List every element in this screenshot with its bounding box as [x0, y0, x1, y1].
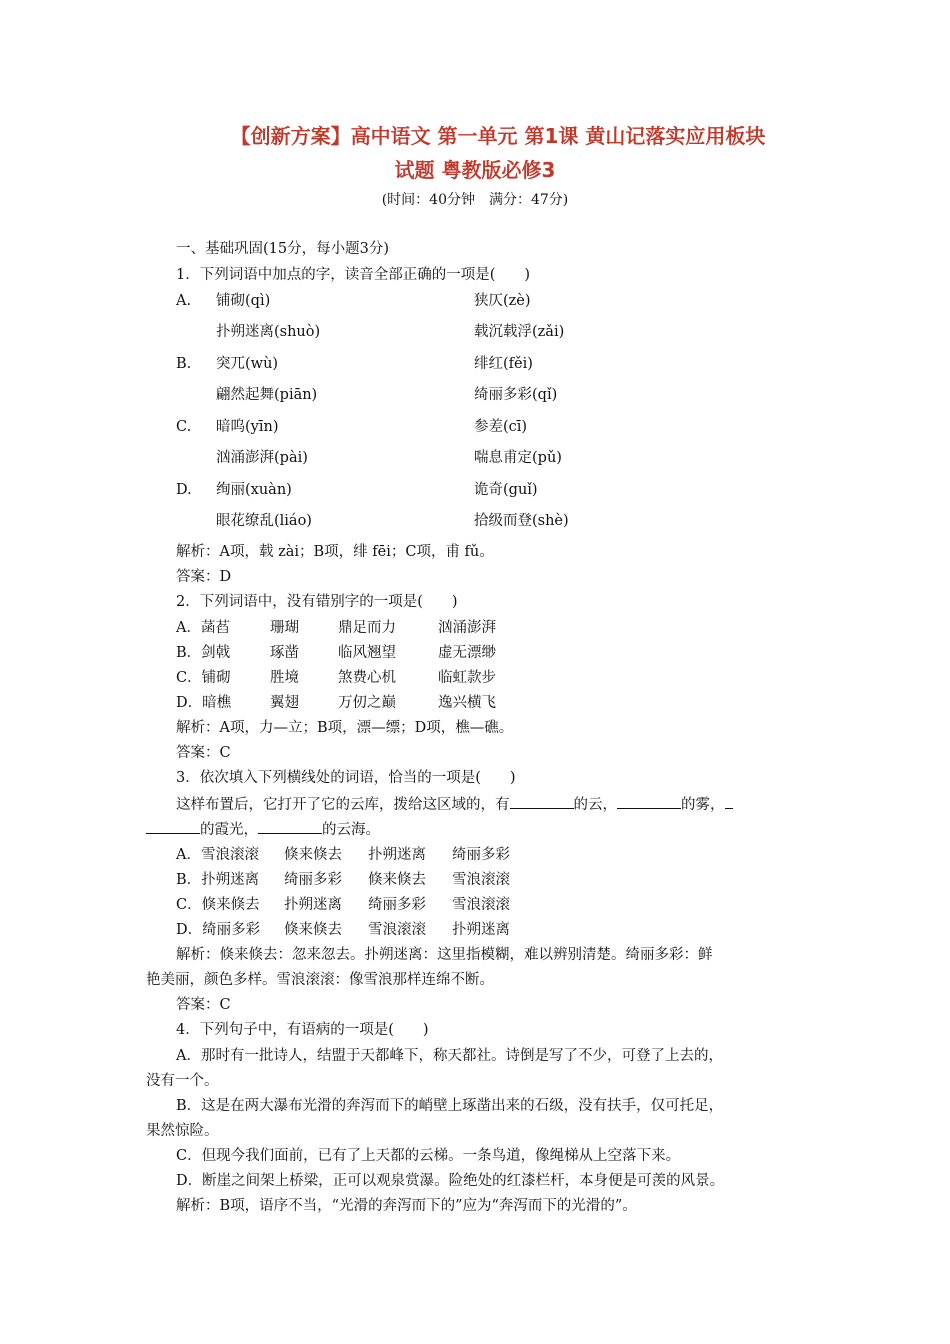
- q3-passage-line2: [146, 819, 380, 841]
- q3-option-d-w4: 扑朔迷离: [452, 922, 510, 938]
- q1-option-b-item4: 绮丽多彩(qǐ): [474, 387, 558, 403]
- q3-option-d-w2: 倏来倏去: [284, 922, 342, 938]
- q3-option-b-w2: 绮丽多彩: [284, 872, 342, 888]
- q3-option-a: [176, 844, 510, 866]
- q2-option-a-w2: 珊瑚: [270, 620, 299, 636]
- document-title-line1: 【创新方案】高中语文 第一单元 第1课 黄山记落实应用板块: [230, 124, 766, 148]
- q1-option-b-item1: 突兀(wù): [216, 356, 279, 372]
- q3-analysis-line2: 艳美丽，颜色多样。雪浪滚滚：像雪浪那样连绵不断。: [146, 972, 494, 988]
- q2-analysis: 解析：A项，力—立；B项，漂—缥；D项，樵—礁。: [176, 720, 514, 736]
- q3-option-b-w4: 雪浪滚滚: [452, 872, 510, 888]
- q2-option-a: [176, 617, 496, 639]
- q1-option-d-item1: 绚丽(xuàn): [216, 482, 292, 498]
- q1-option-d-item2: 诡奇(guǐ): [474, 482, 538, 498]
- q4-option-c: C．但现今我们面前，已有了上天都的云梯。一条鸟道，像绳梯从上空落下来。: [176, 1148, 681, 1164]
- q1-option-c-item3: 汹涌澎湃(pài): [216, 450, 308, 466]
- q1-answer: 答案：D: [176, 569, 232, 585]
- q3-option-c-w3: 绮丽多彩: [368, 897, 426, 913]
- q3-text-d: 的霞光，: [200, 822, 258, 838]
- q3-blank-2: [617, 794, 681, 809]
- q1-option-d-label: D.: [176, 482, 192, 498]
- q2-option-c-w4: 临虹款步: [438, 670, 496, 686]
- q3-analysis-line1: 解析：倏来倏去：忽来忽去。扑朔迷离：这里指模糊，难以辨别清楚。绮丽多彩：鲜: [176, 947, 713, 963]
- q1-stem: 1．下列词语中加点的字，读音全部正确的一项是( ): [176, 267, 531, 283]
- q3-option-b-w1: B．扑朔迷离: [176, 872, 260, 888]
- section-heading: 一、基础巩固(15分，每小题3分): [176, 241, 389, 257]
- q2-option-b-w3: 临风翘望: [338, 645, 396, 661]
- q4-option-d: D．断崖之间架上桥梁，正可以观泉赏瀑。险绝处的红漆栏杆，本身便是可羡的风景。: [176, 1173, 725, 1189]
- q2-option-c-w1: C．铺砌: [176, 670, 231, 686]
- q4-option-a-line2: 没有一个。: [146, 1073, 219, 1089]
- q1-option-d-item4: 拾级而登(shè): [474, 513, 569, 529]
- q3-option-c-w4: 雪浪滚滚: [452, 897, 510, 913]
- q1-option-a-item2: 狭仄(zè): [474, 293, 531, 309]
- q3-text-e: 的云海。: [322, 822, 380, 838]
- q1-option-c-label: C.: [176, 419, 192, 435]
- q1-option-a-item4: 载沉载浮(zǎi): [474, 324, 565, 340]
- q2-option-b: [176, 642, 496, 664]
- q3-text-b: 的云，: [573, 797, 617, 813]
- q2-option-b-w4: 虚无漂缈: [438, 645, 496, 661]
- q3-blank-4: [258, 819, 322, 834]
- q4-analysis: 解析：B项，语序不当，“光滑的奔泻而下的”应为“奔泻而下的光滑的”。: [176, 1198, 637, 1214]
- q2-option-d-w3: 万仞之巅: [338, 695, 396, 711]
- q3-text-c: 的雾，: [681, 797, 725, 813]
- q1-option-b-item2: 绯红(fěi): [474, 356, 533, 372]
- q2-answer: 答案：C: [176, 745, 231, 761]
- q3-stem: 3．依次填入下列横线处的词语，恰当的一项是( ): [176, 770, 516, 786]
- q3-option-a-w2: 倏来倏去: [284, 847, 342, 863]
- q1-option-b-item3: 翩然起舞(piān): [216, 387, 318, 403]
- q3-option-b-w3: 倏来倏去: [368, 872, 426, 888]
- q3-option-a-w3: 扑朔迷离: [368, 847, 426, 863]
- q1-option-a-label: A.: [176, 293, 192, 309]
- q2-option-d-w1: D．暗樵: [176, 695, 232, 711]
- q2-option-d: [176, 692, 496, 714]
- q1-option-b-label: B.: [176, 356, 192, 372]
- q2-option-b-w2: 琢凿: [270, 645, 299, 661]
- q1-option-a-item3: 扑朔迷离(shuò): [216, 324, 321, 340]
- q3-option-d-w1: D．绮丽多彩: [176, 922, 261, 938]
- q2-stem: 2．下列词语中，没有错别字的一项是( ): [176, 594, 458, 610]
- q3-option-a-w1: A．雪浪滚滚: [176, 847, 259, 863]
- q2-option-c-w3: 煞费心机: [338, 670, 396, 686]
- q2-option-d-w4: 逸兴横飞: [438, 695, 496, 711]
- q2-option-a-w3: 鼎足而力: [338, 620, 396, 636]
- q2-option-c: [176, 667, 496, 689]
- q2-option-d-w2: 翼翅: [270, 695, 299, 711]
- q3-option-d: [176, 919, 510, 941]
- q4-stem: 4．下列句子中，有语病的一项是( ): [176, 1022, 429, 1038]
- q3-option-c-w1: C．倏来倏去: [176, 897, 260, 913]
- q4-option-a-line1: A．那时有一批诗人，结盟于天都峰下，称天都社。诗倒是写了不少，可登了上去的，: [176, 1048, 723, 1064]
- q3-option-a-w4: 绮丽多彩: [452, 847, 510, 863]
- q1-option-c-item4: 喘息甫定(pǔ): [474, 450, 562, 466]
- q3-option-c: [176, 894, 510, 916]
- q3-passage-line1: [176, 794, 733, 816]
- q2-option-a-w1: A．菡萏: [176, 620, 230, 636]
- q3-option-b: [176, 869, 510, 891]
- q1-option-a-item1: 铺砌(qì): [216, 293, 271, 309]
- document-title-line2: 试题 粤教版必修3: [394, 158, 556, 182]
- q2-option-b-w1: B．剑戟: [176, 645, 231, 661]
- q1-analysis: 解析：A项，载 zài；B项，绯 fēi；C项，甫 fǔ。: [176, 544, 494, 560]
- q3-blank-3a: [725, 794, 733, 809]
- q1-option-c-item2: 参差(cī): [474, 419, 528, 435]
- q2-option-c-w2: 胜境: [270, 670, 299, 686]
- q3-blank-3b: [146, 819, 200, 834]
- q1-option-d-item3: 眼花缭乱(liáo): [216, 513, 312, 529]
- q4-option-b-line1: B．这是在两大瀑布光滑的奔泻而下的峭壁上琢凿出来的石级，没有扶手，仅可托足，: [176, 1098, 724, 1114]
- q3-text-a: 这样布置后，它打开了它的云库，拨给这区域的，有: [176, 797, 510, 813]
- q3-option-c-w2: 扑朔迷离: [284, 897, 342, 913]
- document-subtitle: (时间：40分钟 满分：47分): [381, 192, 569, 208]
- q4-option-b-line2: 果然惊险。: [146, 1123, 219, 1139]
- q2-option-a-w4: 汹涌澎湃: [438, 620, 496, 636]
- q3-answer: 答案：C: [176, 997, 231, 1013]
- q3-blank-1: [510, 794, 574, 809]
- q3-option-d-w3: 雪浪滚滚: [368, 922, 426, 938]
- q1-option-c-item1: 暗呜(yīn): [216, 419, 279, 435]
